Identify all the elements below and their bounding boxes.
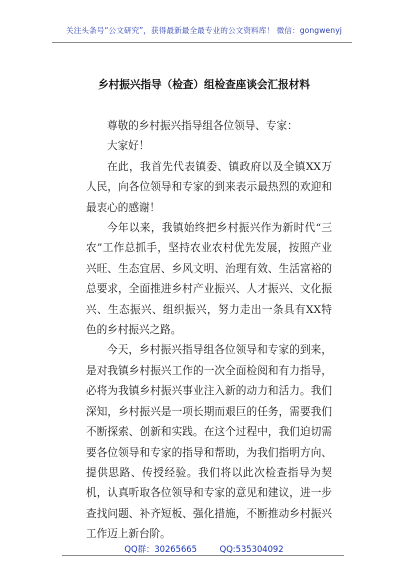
footer-qq: QQ:535304092 — [219, 544, 284, 554]
footer-qq-group: QQ群：30265665 — [124, 544, 197, 554]
greeting: 大家好！ — [107, 140, 150, 153]
paragraph-3: 今天，乡村振兴指导组各位领导和专家的到来，是对我镇乡村振兴工作的一次全面检阅和有力指导，必将为我镇乡村振兴事业注入新的动力和活力。我们深知，乡村振兴是一项长期而艰巨的任务，需要我们不断探索、创新和实践。在这个过程中，我们迫切需要各位领导和专家的指导和帮助，为我们指明方向、提供思路、传授经验。我们将以此次检查指导为契机，认真听取各位领导和专家的意见和建议，进一步查找问题、补齐短板、强化措施，不断推动乡村振兴工作迈上新台阶。 — [86, 344, 332, 541]
document-body — [86, 116, 332, 545]
salutation: 尊敬的乡村振兴指导组各位领导、专家： — [107, 120, 298, 132]
header-divider — [52, 42, 352, 43]
footer-divider — [62, 555, 344, 556]
header-banner: 关注头条号“公文研究”，获得最新最全最专业的公文资料库！ 微信：gongwenyj — [66, 26, 342, 35]
paragraph-1: 在此，我首先代表镇委、镇政府以及全镇XX万人民，向各位领导和专家的到来表示最热烈的欢迎和最衷心的感谢！ — [86, 160, 332, 214]
document-title: 乡村振兴指导（检查）组检查座谈会汇报材料 — [98, 79, 310, 91]
footer — [0, 543, 408, 555]
paragraph-2: 今年以来，我镇始终把乡村振兴作为新时代“三农”工作总抓手，坚持农业农村优先发展，按照产业兴旺、生态宜居、乡风文明、治理有效、生活富裕的总要求，全面推进乡村产业振兴、人才振兴、文化振兴、生态振兴、组织振兴，努力走出一条具有XX特色的乡村振兴之路。 — [86, 222, 332, 337]
